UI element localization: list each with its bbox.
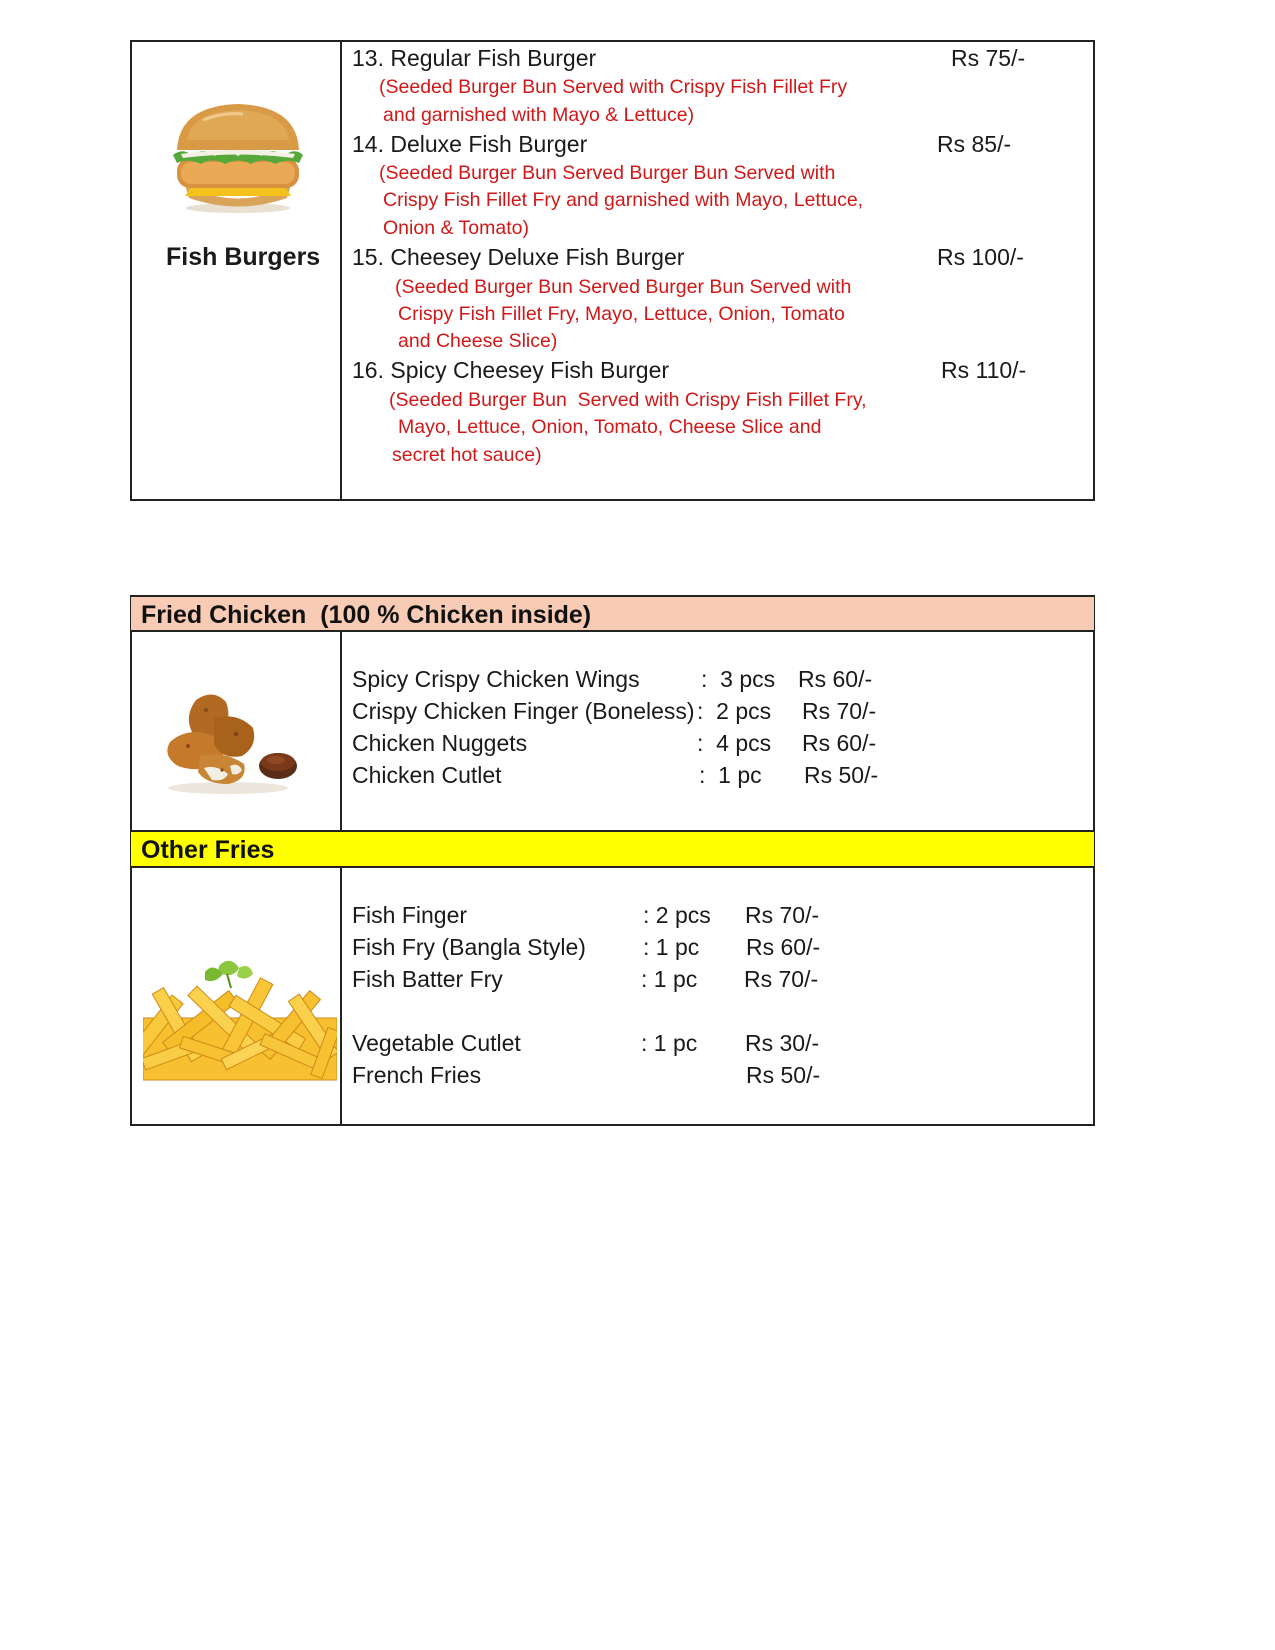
menu-item-description: (Seeded Burger Bun Served with Crispy Fish Fillet Fry [379,76,848,98]
menu-item-description: Onion & Tomato) [383,217,529,239]
menu-item-price: Rs 70/- [745,902,820,928]
menu-item-name: French Fries [352,1062,482,1088]
menu-item-name: 14. Deluxe Fish Burger [352,131,588,157]
menu-item-name: Vegetable Cutlet [352,1030,521,1056]
menu-item-qty: : 2 pcs [697,698,772,724]
menu-item-name: Spicy Crispy Chicken Wings [352,666,640,692]
menu-item-description: (Seeded Burger Bun Served Burger Bun Served with [395,276,852,298]
menu-item-name: Crispy Chicken Finger (Boneless) [352,698,695,724]
menu-item-name: Fish Batter Fry [352,966,503,992]
menu-item-price: Rs 85/- [937,131,1012,157]
french-fries-image [143,958,337,1082]
menu-item-price: Rs 100/- [937,244,1024,270]
menu-item-price: Rs 50/- [804,762,879,788]
menu-item-description: (Seeded Burger Bun Served Burger Bun Served with [379,162,836,184]
menu-item-qty: : 1 pc [641,1030,698,1056]
menu-item-name: Fish Finger [352,902,468,928]
menu-item-name: 13. Regular Fish Burger [352,45,597,71]
menu-item-price: Rs 60/- [798,666,873,692]
menu-item-price: Rs 60/- [746,934,821,960]
menu-item-name: 15. Cheesey Deluxe Fish Burger [352,244,685,270]
menu-item-price: Rs 70/- [802,698,877,724]
menu-item-name: Fish Fry (Bangla Style) [352,934,586,960]
fried-chicken-header-label: Fried Chicken (100 % Chicken inside) [141,601,592,629]
menu-item-qty: : 1 pc [641,966,698,992]
menu-item-price: Rs 60/- [802,730,877,756]
menu-item-description: secret hot sauce) [392,444,542,466]
menu-item-name: Chicken Nuggets [352,730,528,756]
menu-item-qty: : 3 pcs [701,666,776,692]
menu-item-description: Crispy Fish Fillet Fry, Mayo, Lettuce, Onion, Tomato [398,303,845,325]
menu-item-name: Chicken Cutlet [352,762,502,788]
menu-item-description: Mayo, Lettuce, Onion, Tomato, Cheese Slice and [398,416,822,438]
menu-item-description: and Cheese Slice) [398,330,558,352]
menu-item-price: Rs 70/- [744,966,819,992]
menu-item-price: Rs 30/- [745,1030,820,1056]
menu-item-description: (Seeded Burger Bun Served with Crispy Fish Fillet Fry, [389,389,867,411]
fish-burgers-divider [340,40,342,501]
menu-item-price: Rs 75/- [951,45,1026,71]
menu-item-name: 16. Spicy Cheesey Fish Burger [352,357,670,383]
fried-chicken-header [131,595,1094,632]
menu-item-description: and garnished with Mayo & Lettuce) [383,104,695,126]
menu-item-description: Crispy Fish Fillet Fry and garnished with Mayo, Lettuce, [383,189,864,211]
menu-item-price: Rs 50/- [746,1062,821,1088]
other-fries-header-label: Other Fries [141,836,275,864]
menu-item-qty: : 4 pcs [697,730,772,756]
fish-burger-image [163,100,313,215]
other-fries-header [131,830,1094,868]
menu-item-qty: : 2 pcs [643,902,711,928]
fish-burgers-category-label: Fish Burgers [166,243,321,271]
menu-item-qty: : 1 pc [699,762,762,788]
menu-item-price: Rs 110/- [941,357,1027,383]
menu-item-qty: : 1 pc [643,934,700,960]
other-fries-divider [340,866,342,1126]
fried-chicken-image [158,680,303,800]
fried-chicken-divider [340,630,342,832]
